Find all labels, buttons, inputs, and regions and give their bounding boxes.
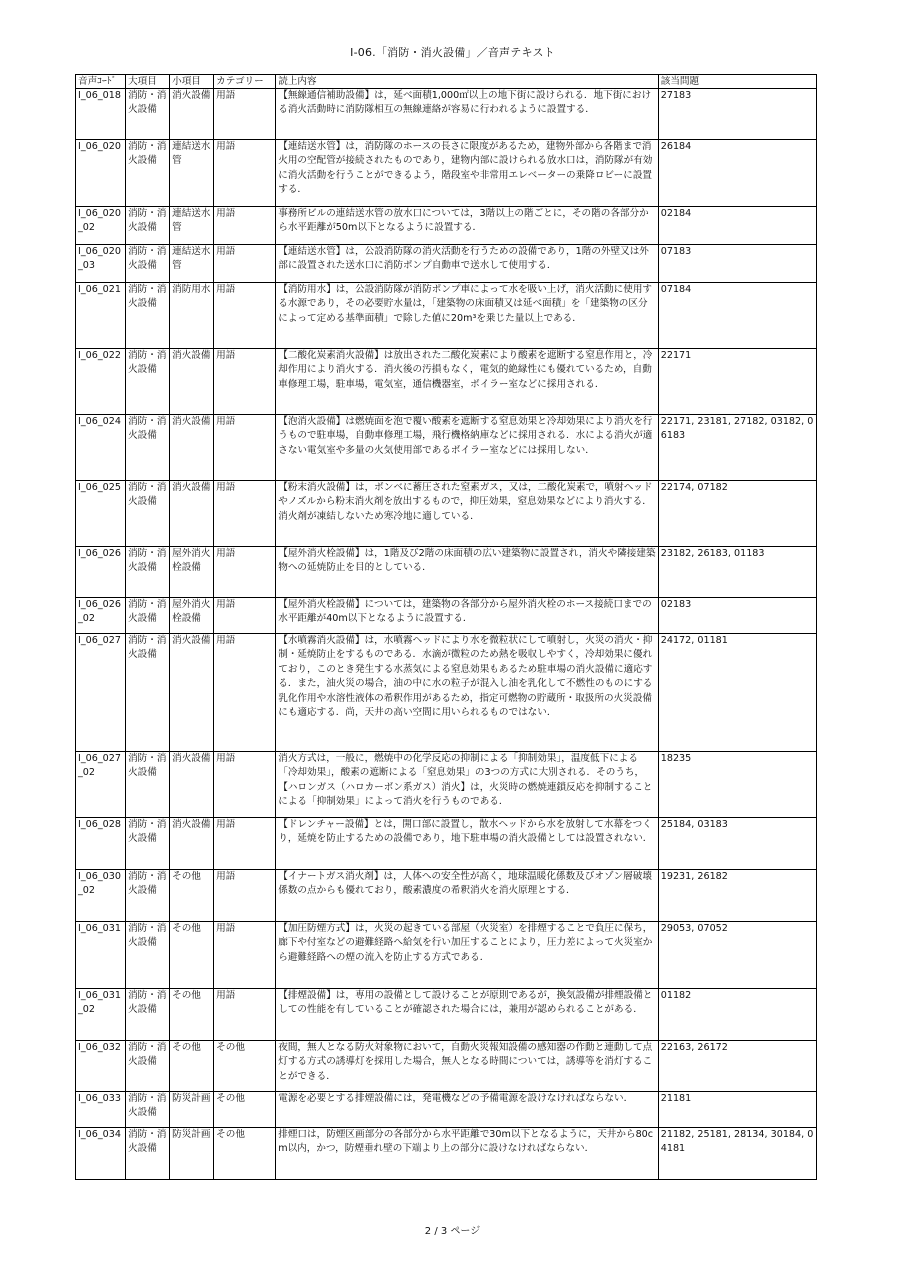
cell-minor: 連結送水管: [170, 207, 214, 245]
cell-code: I_06_030_02: [76, 870, 126, 922]
cell-questions: 26184: [658, 140, 816, 207]
cell-category: 用語: [214, 634, 276, 752]
cell-content: 電源を必要とする排煙設備には，発電機などの予備電源を設けなければならない．: [276, 1092, 659, 1128]
column-header-content: 読上内容: [276, 75, 659, 89]
cell-major: 消防・消火設備: [126, 818, 170, 870]
cell-category: 用語: [214, 922, 276, 989]
table-row: [76, 283, 817, 349]
cell-major: 消防・消火設備: [126, 1092, 170, 1128]
cell-category: その他: [214, 1128, 276, 1180]
cell-category: 用語: [214, 89, 276, 140]
page-number: 2 / 3 ページ: [424, 1226, 481, 1237]
table-row: [76, 989, 817, 1041]
table-row: [76, 349, 817, 415]
cell-questions: 07184: [658, 283, 816, 349]
table-row: [76, 870, 817, 922]
column-header-major: 大項目: [126, 75, 170, 89]
cell-questions: 21182, 25181, 28134, 30184, 04181: [658, 1128, 816, 1180]
cell-code: I_06_022: [76, 349, 126, 415]
cell-minor: 防災計画: [170, 1128, 214, 1180]
cell-category: 用語: [214, 989, 276, 1041]
cell-code: I_06_026: [76, 547, 126, 598]
table-row: [76, 598, 817, 634]
table-row: [76, 1092, 817, 1128]
column-header-category: カテゴリー: [214, 75, 276, 89]
cell-category: 用語: [214, 415, 276, 481]
table-row: [76, 415, 817, 481]
cell-content: 【二酸化炭素消火設備】は放出された二酸化炭素により酸素を遮断する窒息作用と，冷却作用により消火する．消火後の汚損もなく，電気的絶縁性にも優れているため，自動車修理工場，駐車場，電気室，通信機器室，ボイラー室などに採用される．: [276, 349, 659, 415]
cell-category: 用語: [214, 598, 276, 634]
cell-content: 【加圧防煙方式】は，火災の起きている部屋（火災室）を排煙することで負圧に保ち，廊下や付室などの避難経路へ給気を行い加圧することにより，圧力差によって火災室から避難経路への煙の流入を防止する方式である．: [276, 922, 659, 989]
table-row: [76, 1128, 817, 1180]
cell-category: 用語: [214, 245, 276, 283]
cell-major: 消防・消火設備: [126, 752, 170, 818]
cell-category: その他: [214, 1041, 276, 1092]
cell-major: 消防・消火設備: [126, 598, 170, 634]
cell-category: 用語: [214, 870, 276, 922]
table-row: [76, 1041, 817, 1092]
audio-text-table: [75, 74, 817, 1180]
cell-minor: 消防用水: [170, 283, 214, 349]
cell-major: 消防・消火設備: [126, 140, 170, 207]
table-header-row: [76, 75, 817, 89]
cell-content: 排煙口は，防煙区画部分の各部分から水平距離で30m以下となるように，天井から80cm以内，かつ，防煙垂れ壁の下端より上の部分に設けなければならない．: [276, 1128, 659, 1180]
cell-questions: 21181: [658, 1092, 816, 1128]
cell-content: 【水噴霧消火設備】は，水噴霧ヘッドにより水を微粒状にして噴射し，火災の消火・抑制・延焼防止をするものである．水滴が微粒のため熱を吸収しやすく，冷却効果に優れており，このとき発生する水蒸気による窒息効果もあるため駐車場の消火設備に適応する．また，油火災の場合，油の中に水の粒子が混入し油を乳化して不燃性のものにする乳化作用や水溶性液体の希釈作用があるため，指定可燃物の貯蔵所・取扱所の火災設備にも適応する．尚，天井の高い空間に用いられるものではない．: [276, 634, 659, 752]
cell-code: I_06_026_02: [76, 598, 126, 634]
cell-content: 【消防用水】は，公設消防隊が消防ポンプ車によって水を吸い上げ，消火活動に使用する水源であり，その必要貯水量は，「建築物の床面積又は延べ面積」を「建築物の区分によって定める基準面積」で除した値に20m³を乗じた量以上である．: [276, 283, 659, 349]
cell-content: 【泡消火設備】は燃焼面を泡で覆い酸素を遮断する窒息効果と冷却効果により消火を行うもので駐車場，自動車修理工場，飛行機格納庫などに採用される．水による消火が適さない電気室や多量の火気使用部であるボイラー室などには採用しない．: [276, 415, 659, 481]
cell-major: 消防・消火設備: [126, 922, 170, 989]
cell-category: 用語: [214, 140, 276, 207]
cell-minor: 屋外消火栓設備: [170, 547, 214, 598]
cell-major: 消防・消火設備: [126, 870, 170, 922]
table-row: [76, 818, 817, 870]
cell-category: 用語: [214, 752, 276, 818]
cell-major: 消防・消火設備: [126, 1041, 170, 1092]
cell-questions: 07183: [658, 245, 816, 283]
cell-content: 【屋外消火栓設備】については，建築物の各部分から屋外消火栓のホース接続口までの水平距離が40m以下となるように設置する．: [276, 598, 659, 634]
cell-code: I_06_020: [76, 140, 126, 207]
cell-major: 消防・消火設備: [126, 989, 170, 1041]
cell-minor: その他: [170, 870, 214, 922]
cell-code: I_06_031: [76, 922, 126, 989]
cell-code: I_06_027_02: [76, 752, 126, 818]
cell-code: I_06_033: [76, 1092, 126, 1128]
column-header-minor: 小項目: [170, 75, 214, 89]
cell-minor: 消火設備: [170, 752, 214, 818]
cell-code: I_06_032: [76, 1041, 126, 1092]
cell-minor: 消火設備: [170, 349, 214, 415]
cell-code: I_06_020_02: [76, 207, 126, 245]
cell-minor: 消火設備: [170, 481, 214, 547]
table-body: [76, 89, 817, 1180]
cell-content: 【排煙設備】は，専用の設備として設けることが原則であるが，換気設備が排煙設備としての性能を有していることが確認された場合には，兼用が認められることがある．: [276, 989, 659, 1041]
cell-category: 用語: [214, 349, 276, 415]
cell-questions: 02183: [658, 598, 816, 634]
cell-minor: その他: [170, 989, 214, 1041]
cell-content: 【屋外消火栓設備】は，1階及び2階の床面積の広い建築物に設置され，消火や隣接建築物への延焼防止を目的としている．: [276, 547, 659, 598]
table-row: [76, 547, 817, 598]
table-row: [76, 922, 817, 989]
table-row: [76, 481, 817, 547]
table-row: [76, 207, 817, 245]
cell-category: 用語: [214, 283, 276, 349]
cell-minor: 連結送水管: [170, 140, 214, 207]
cell-questions: 02184: [658, 207, 816, 245]
cell-major: 消防・消火設備: [126, 245, 170, 283]
cell-category: 用語: [214, 481, 276, 547]
table-row: [76, 89, 817, 140]
cell-questions: 19231, 26182: [658, 870, 816, 922]
cell-category: 用語: [214, 547, 276, 598]
cell-content: 【粉末消火設備】は，ボンベに蓄圧された窒素ガス，又は，二酸化炭素で，噴射ヘッドやノズルから粉末消火剤を放出するもので，抑圧効果，窒息効果などにより消火する．消火剤が凍結しないため寒冷地に適している．: [276, 481, 659, 547]
cell-major: 消防・消火設備: [126, 89, 170, 140]
table-row: [76, 634, 817, 752]
cell-code: I_06_020_03: [76, 245, 126, 283]
cell-major: 消防・消火設備: [126, 1128, 170, 1180]
cell-code: I_06_018: [76, 89, 126, 140]
cell-content: 【連結送水管】は，消防隊のホースの長さに限度があるため，建物外部から各階まで消火用の空配管が接続されたものであり，建物内部に設けられる放水口は，消防隊が有効に消火活動を行うことができるよう，階段室や非常用エレベーターの乗降ロビーに設置する．: [276, 140, 659, 207]
cell-content: 夜間，無人となる防火対象物において，自動火災報知設備の感知器の作動と連動して点灯する方式の誘導灯を採用した場合，無人となる時間については，誘導等を消灯することができる．: [276, 1041, 659, 1092]
cell-questions: 18235: [658, 752, 816, 818]
cell-major: 消防・消火設備: [126, 481, 170, 547]
cell-content: 【連結送水管】は，公設消防隊の消火活動を行うための設備であり，1階の外壁又は外部に設置された送水口に消防ポンプ自動車で送水して使用する．: [276, 245, 659, 283]
page-title: I-06.「消防・消火設備」／音声テキスト: [350, 46, 555, 59]
cell-content: 事務所ビルの連結送水管の放水口については，3階以上の階ごとに，その階の各部分から水平距離が50m以下となるように設置する．: [276, 207, 659, 245]
cell-minor: 防災計画: [170, 1092, 214, 1128]
cell-category: その他: [214, 1092, 276, 1128]
cell-questions: 24172, 01181: [658, 634, 816, 752]
cell-questions: 22163, 26172: [658, 1041, 816, 1092]
cell-major: 消防・消火設備: [126, 547, 170, 598]
column-header-code: 音声ｺｰﾄﾞ: [76, 75, 126, 89]
table-row: [76, 245, 817, 283]
cell-code: I_06_025: [76, 481, 126, 547]
cell-code: I_06_034: [76, 1128, 126, 1180]
cell-questions: 23182, 26183, 01183: [658, 547, 816, 598]
cell-content: 【イナートガス消火剤】は，人体への安全性が高く，地球温暖化係数及びオゾン層破壊係数の点からも優れており，酸素濃度の希釈消火を消火原理とする．: [276, 870, 659, 922]
cell-questions: 29053, 07052: [658, 922, 816, 989]
cell-category: 用語: [214, 818, 276, 870]
cell-minor: 消火設備: [170, 634, 214, 752]
cell-code: I_06_027: [76, 634, 126, 752]
cell-content: 【ドレンチャー設備】とは，開口部に設置し，散水ヘッドから水を放射して水幕をつくり，延焼を防止するための設備であり，地下駐車場の消火設備としては設置されない．: [276, 818, 659, 870]
cell-minor: 消火設備: [170, 89, 214, 140]
cell-content: 消火方式は，一般に，燃焼中の化学反応の抑制による「抑制効果」，温度低下による「冷却効果」，酸素の遮断による「窒息効果」の3つの方式に大別される．そのうち，【ハロンガス（ハロカーボン系ガス）消火】は，火災時の燃焼連鎖反応を抑制することによる「抑制効果」によって消火を行うものである．: [276, 752, 659, 818]
cell-minor: 消火設備: [170, 415, 214, 481]
cell-major: 消防・消火設備: [126, 349, 170, 415]
cell-questions: 22171: [658, 349, 816, 415]
cell-code: I_06_024: [76, 415, 126, 481]
cell-code: I_06_031_02: [76, 989, 126, 1041]
cell-major: 消防・消火設備: [126, 207, 170, 245]
cell-questions: 27183: [658, 89, 816, 140]
cell-minor: 連結送水管: [170, 245, 214, 283]
cell-minor: 消火設備: [170, 818, 214, 870]
cell-code: I_06_028: [76, 818, 126, 870]
cell-questions: 22171, 23181, 27182, 03182, 06183: [658, 415, 816, 481]
cell-minor: その他: [170, 1041, 214, 1092]
cell-major: 消防・消火設備: [126, 415, 170, 481]
cell-questions: 01182: [658, 989, 816, 1041]
cell-major: 消防・消火設備: [126, 634, 170, 752]
cell-questions: 25184, 03183: [658, 818, 816, 870]
cell-minor: 屋外消火栓設備: [170, 598, 214, 634]
table-row: [76, 752, 817, 818]
column-header-questions: 該当問題: [658, 75, 816, 89]
cell-questions: 22174, 07182: [658, 481, 816, 547]
cell-content: 【無線通信補助設備】は，延べ面積1,000㎡以上の地下街に設けられる．地下街における消火活動時に消防隊相互の無線連絡が容易に行われるように設置する．: [276, 89, 659, 140]
cell-minor: その他: [170, 922, 214, 989]
cell-code: I_06_021: [76, 283, 126, 349]
cell-category: 用語: [214, 207, 276, 245]
table-row: [76, 140, 817, 207]
cell-major: 消防・消火設備: [126, 283, 170, 349]
